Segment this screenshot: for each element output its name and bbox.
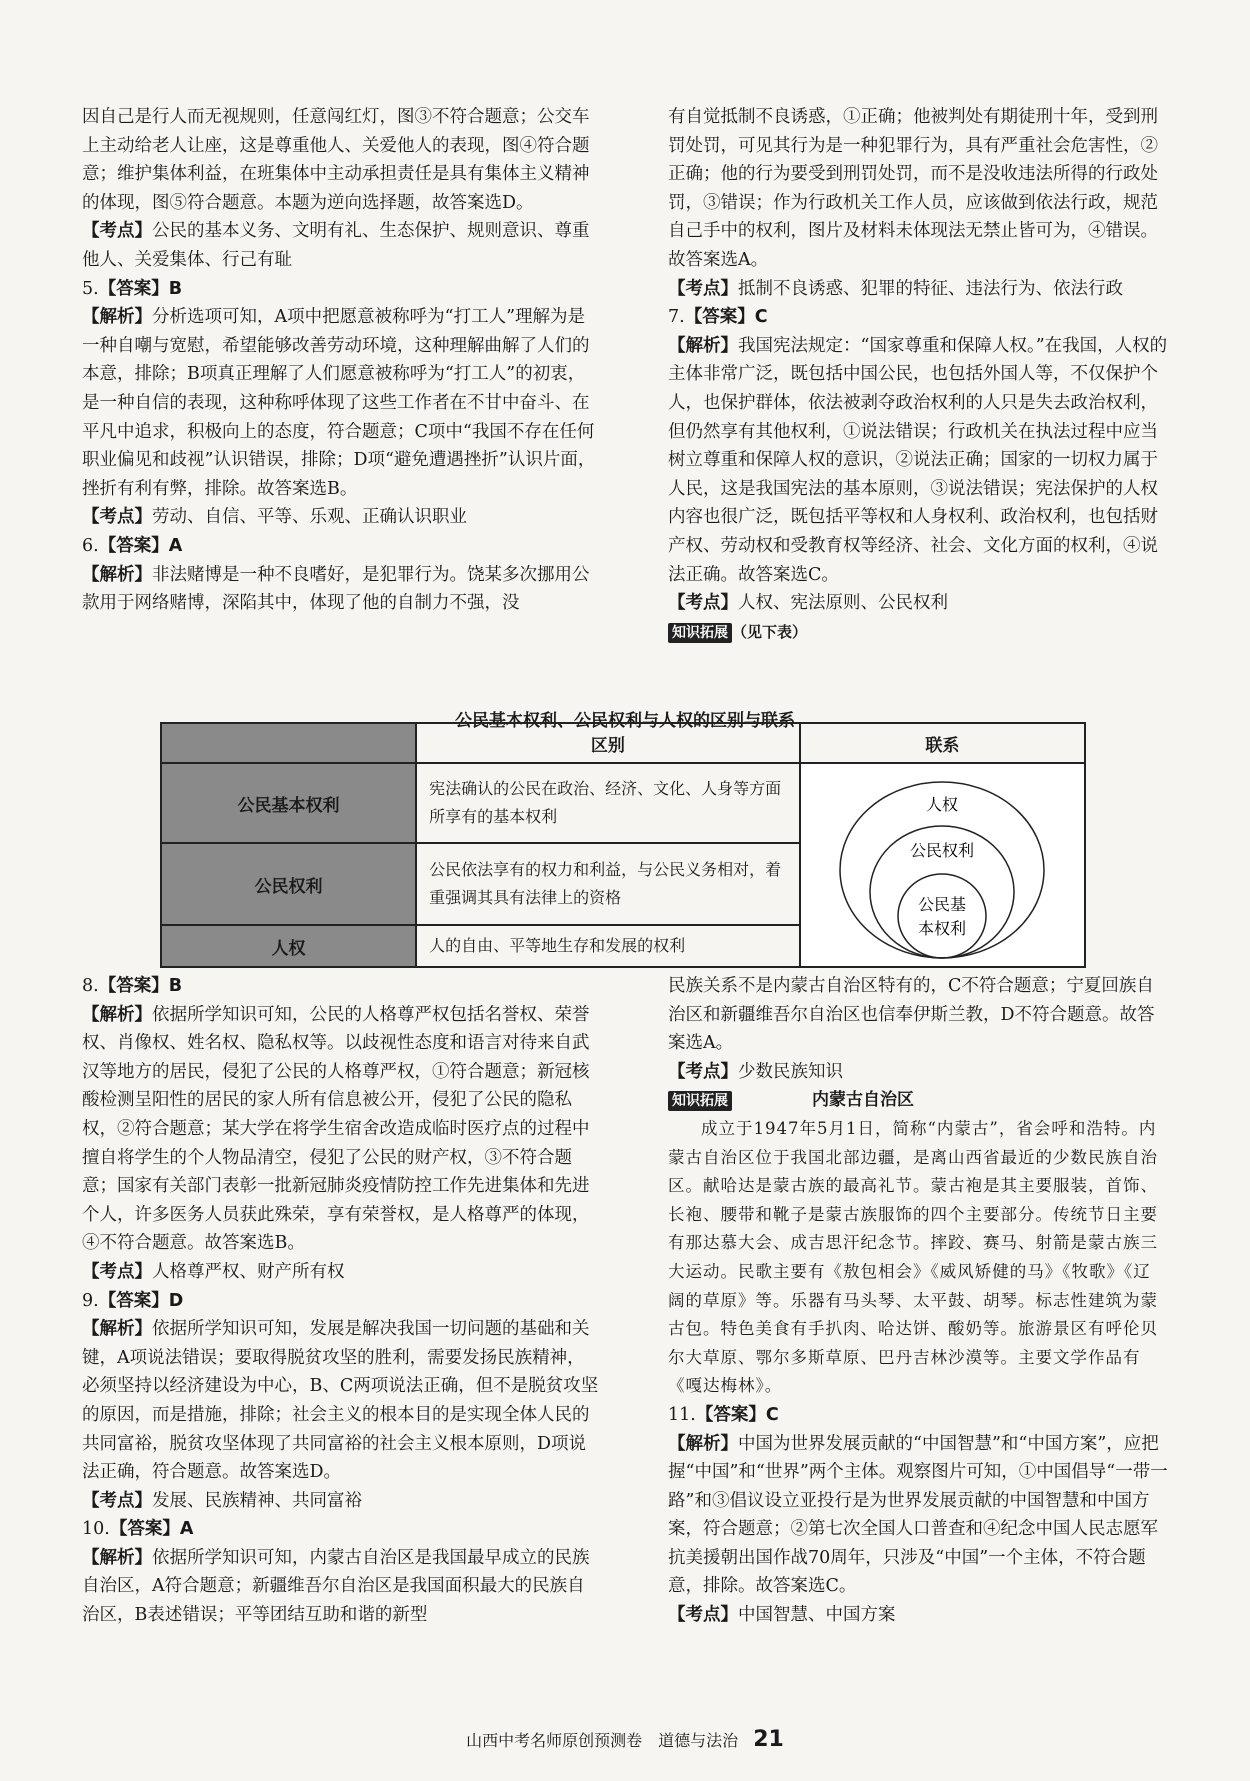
- question-number: 6.: [82, 535, 99, 556]
- analysis: [82, 1544, 602, 1630]
- row-name: 人权: [161, 925, 416, 967]
- answer-label: 【答案】: [695, 1404, 766, 1425]
- key-point: [82, 217, 602, 274]
- label-basic-rights-2: 本权利: [918, 919, 967, 938]
- key-point-label: 【考点】: [82, 221, 152, 242]
- analysis-label: 【解析】: [82, 1004, 152, 1025]
- question-number: 11.: [668, 1404, 696, 1425]
- table-header-blank: [161, 723, 416, 763]
- label-human-rights: 人权: [926, 795, 959, 814]
- answer-value: A: [179, 1519, 194, 1540]
- answer-value: A: [168, 535, 183, 556]
- answer-label: 【答案】: [98, 976, 169, 996]
- answer: [82, 1515, 602, 1544]
- answer: [82, 532, 602, 561]
- venn-diagram-cell: [800, 763, 1085, 967]
- right-column-bottom: [668, 972, 1168, 1630]
- analysis: [82, 561, 602, 618]
- analysis-label: 【解析】: [82, 307, 152, 328]
- row-name: 公民基本权利: [161, 763, 416, 843]
- paragraph: 有自觉抵制不良诱惑，①正确；他被判处有期徒刑十年，受到刑罚处罚，可见其行为是一种犯罪行为，具有严重社会危害性，②正确；他的行为要受到刑罚处罚，而不是没收违法所得的行政处罚，③错误；作为行政机关工作人员，应该做到依法行政，规范自己手中的权利，图片及材料未体现法无禁止皆可为，④错误。故答案选A。: [668, 107, 1158, 270]
- key-point: [82, 503, 602, 532]
- row-desc: 公民依法享有的权力和利益，与公民义务相对，着重强调其具有法律上的资格: [416, 843, 800, 925]
- question-number: 8.: [82, 976, 99, 996]
- row-name: 公民权利: [161, 843, 416, 925]
- answer-value: C: [765, 1404, 779, 1425]
- rights-comparison-table: [160, 722, 1086, 968]
- answer-label: 【答案】: [98, 1290, 169, 1311]
- table-title: 公民基本权利、公民权利与人权的区别与联系: [455, 711, 795, 731]
- analysis-label: 【解析】: [82, 564, 152, 585]
- key-point: [668, 1601, 1168, 1630]
- page-number: 21: [753, 1727, 784, 1752]
- analysis-label: 【解析】: [668, 1433, 738, 1454]
- analysis-label: 【解析】: [82, 1319, 152, 1340]
- analysis-text: 依据所学知识可知，公民的人格尊严权包括名誉权、荣誉权、肖像权、姓名权、隐私权等。以歧视性态度和语言对待来自武汉等地方的居民，侵犯了公民的人格尊严权，①符合题意；新冠核酸检测呈阳性的居民的家人所有信息被公开，侵犯了公民的隐私权，②符合题意；某大学在将学生宿舍改造成临时医疗点的过程中擅自将学生的个人物品清空，侵犯了公民的财产权，③不符合题意；国家有关部门表彰一批新冠肺炎疫情防控工作先进集体和先进个人，许多医务人员获此殊荣，享有荣誉权，是人格尊严的体现，④不符合题意。故答案选B。: [82, 1004, 590, 1254]
- answer-label: 【答案】: [98, 535, 169, 556]
- key-point: [668, 1058, 1168, 1087]
- key-point-text: 公民的基本义务、文明有礼、生态保护、规则意识、尊重他人、关爱集体、行己有耻: [82, 221, 590, 270]
- answer-value: B: [168, 976, 183, 996]
- analysis: [82, 1001, 602, 1258]
- left-column-bottom: [82, 972, 602, 1630]
- answer-value: C: [754, 307, 768, 328]
- table-header-difference: 区别: [416, 723, 800, 763]
- analysis: [668, 1430, 1168, 1602]
- answer-value: D: [168, 1290, 184, 1311]
- paragraph: 民族关系不是内蒙古自治区特有的，C不符合题意；宁夏回族自治区和新疆维吾尔自治区也信奉伊斯兰教，D不符合题意。故答案选A。: [668, 976, 1155, 1054]
- key-point-label: 【考点】: [82, 1490, 152, 1511]
- key-point-label: 【考点】: [668, 593, 738, 614]
- key-point-text: 发展、民族精神、共同富裕: [152, 1490, 362, 1511]
- answer: [668, 303, 1168, 332]
- analysis-text: 我国宪法规定：“国家尊重和保障人权。”在我国，人权的主体非常广泛，既包括中国公民，也包括外国人等，不仅保护个人，也保护群体，依法被剥夺政治权利的人只是失去政治权利，但仍然享有其他权利，①说法错误；行政机关在执法过程中应当树立尊重和保障人权的意识，②说法正确；国家的一切权力属于人民，这是我国宪法的基本原则，③说法错误；宪法保护的人权内容也很广泛，既包括平等权和人身权利、政治权利，也包括财产权、劳动权和受教育权等经济、社会、文化方面的权利，④说法正确。故答案选C。: [668, 335, 1168, 585]
- key-point-text: 少数民族知识: [738, 1061, 843, 1082]
- key-point-label: 【考点】: [668, 1061, 738, 1082]
- key-point-text: 人权、宪法原则、公民权利: [738, 593, 948, 614]
- inner-mongolia-text: 成立于1947年5月1日，简称“内蒙古”，省会呼和浩特。内蒙古自治区位于我国北部边疆，是离山西省最近的少数民族自治区。献哈达是蒙古族的最高礼节。蒙古袍是其主要服装，首饰、长袍、腰带和靴子是蒙古族服饰的四个主要部分。传统节日主要有那达慕大会、成吉思汗纪念节。摔跤、赛马、射箭是蒙古族三大运动。民歌主要有《敖包相会》《威风矫健的马》《牧歌》《辽阔的草原》等。乐器有马头琴、太平鼓、胡琴。标志性建筑为蒙古包。特色美食有手扒肉、哈达饼、酸奶等。旅游景区有呼伦贝尔大草原、鄂尔多斯草原、巴丹吉林沙漠等。主要文学作品有《嘎达梅林》。: [668, 1118, 1158, 1396]
- key-point-label: 【考点】: [668, 278, 738, 299]
- knowledge-extension-1: [668, 618, 1168, 647]
- question-number: 10.: [82, 1519, 110, 1540]
- analysis-text: 依据所学知识可知，内蒙古自治区是我国最早成立的民族自治区，A符合题意；新疆维吾尔自治区是我国面积最大的民族自治区，B表述错误；平等团结互助和谐的新型: [82, 1547, 590, 1626]
- key-point-text: 劳动、自信、平等、乐观、正确认识职业: [152, 507, 467, 528]
- label-basic-rights-1: 公民基: [918, 895, 967, 914]
- analysis-text: 中国为世界发展贡献的“中国智慧”和“中国方案”，应把握“中国”和“世界”两个主体。观察图片可知，①中国倡导“一带一路”和③倡议设立亚投行是为世界发展贡献的中国智慧和中国方案，符合题意；②第七次全国人口普查和④纪念中国人民志愿军抗美援朝出国作战70周年，只涉及“中国”一个主体，不符合题意，排除。故答案选C。: [668, 1433, 1168, 1597]
- key-point: [668, 589, 1168, 618]
- row-desc: 宪法确认的公民在政治、经济、文化、人身等方面所享有的基本权利: [416, 763, 800, 843]
- question-number: 7.: [668, 307, 685, 328]
- knowledge-extension-label: 知识拓展: [668, 1091, 732, 1111]
- right-column-top: [668, 103, 1168, 646]
- key-point-label: 【考点】: [668, 1605, 738, 1626]
- analysis: [668, 332, 1168, 589]
- knowledge-extension-title: 内蒙古自治区: [812, 1090, 914, 1111]
- answer: [82, 1287, 602, 1316]
- answer-value: B: [168, 278, 183, 299]
- key-point: [668, 275, 1168, 304]
- knowledge-extension-2: [668, 1086, 1168, 1115]
- key-point-text: 人格尊严权、财产所有权: [152, 1261, 345, 1282]
- footer-text: 山西中考名师原创预测卷 道德与法治: [466, 1731, 739, 1750]
- answer-label: 【答案】: [684, 307, 755, 328]
- paragraph: 因自己是行人而无视规则，任意闯红灯，图③不符合题意；公交车上主动给老人让座，这是尊重他人、关爱他人的表现，图④符合题意；维护集体利益，在班集体中主动承担责任是具有集体主义精神的体现，图⑤符合题意。本题为逆向选择题，故答案选D。: [82, 107, 590, 213]
- nested-circles-diagram: [802, 770, 1082, 960]
- answer: [668, 1401, 1168, 1430]
- knowledge-extension-label: 知识拓展: [668, 623, 732, 643]
- left-column-top: [82, 103, 602, 618]
- key-point: [82, 1487, 602, 1516]
- analysis-text: 非法赌博是一种不良嗜好，是犯罪行为。饶某多次挪用公款用于网络赌博，深陷其中，体现了他的自制力不强，没: [82, 564, 590, 614]
- key-point: [82, 1258, 602, 1287]
- analysis-text: 分析选项可知，A项中把愿意被称呼为“打工人”理解为是一种自嘲与宽慰，希望能够改善劳动环境，这种理解曲解了人们的本意，排除；B项真正理解了人们愿意被称呼为“打工人”的初衷，是一种自信的表现，这种称呼体现了这些工作者在不甘中奋斗、在平凡中追求，积极向上的态度，符合题意；C项中“我国不存在任何职业偏见和歧视”认识错误，排除；D项“避免遭遇挫折”认识片面，挫折有利有弊，排除。故答案选B。: [82, 307, 596, 499]
- answer-label: 【答案】: [109, 1519, 180, 1540]
- answer-label: 【答案】: [98, 278, 169, 299]
- circle-basic-rights: [898, 874, 986, 958]
- analysis-label: 【解析】: [668, 335, 738, 356]
- question-number: 5.: [82, 278, 99, 299]
- key-point-label: 【考点】: [82, 507, 152, 528]
- answer: [82, 972, 602, 1001]
- analysis-label: 【解析】: [82, 1547, 152, 1568]
- analysis: [82, 1315, 602, 1487]
- label-citizen-rights: 公民权利: [910, 841, 975, 860]
- analysis-text: 依据所学知识可知，发展是解决我国一切问题的基础和关键，A项说法错误；要取得脱贫攻坚的胜利，需要发扬民族精神，必须坚持以经济建设为中心，B、C两项说法正确，但不是脱贫攻坚的原因，而是措施，排除；社会主义的根本目的是实现全体人民的共同富裕，脱贫攻坚体现了共同富裕的社会主义根本原则，D项说法正确，符合题意。故答案选D。: [82, 1319, 599, 1483]
- answer: [82, 275, 602, 304]
- knowledge-extension-note: （见下表）: [732, 622, 808, 641]
- page-footer: [0, 1727, 1250, 1752]
- row-desc: 人的自由、平等地生存和发展的权利: [416, 925, 800, 967]
- key-point-text: 抵制不良诱惑、犯罪的特征、违法行为、依法行政: [738, 278, 1123, 299]
- table-header-relation: 联系: [800, 723, 1085, 763]
- key-point-label: 【考点】: [82, 1261, 152, 1282]
- key-point-text: 中国智慧、中国方案: [738, 1605, 896, 1626]
- question-number: 9.: [82, 1290, 99, 1311]
- analysis: [82, 303, 602, 503]
